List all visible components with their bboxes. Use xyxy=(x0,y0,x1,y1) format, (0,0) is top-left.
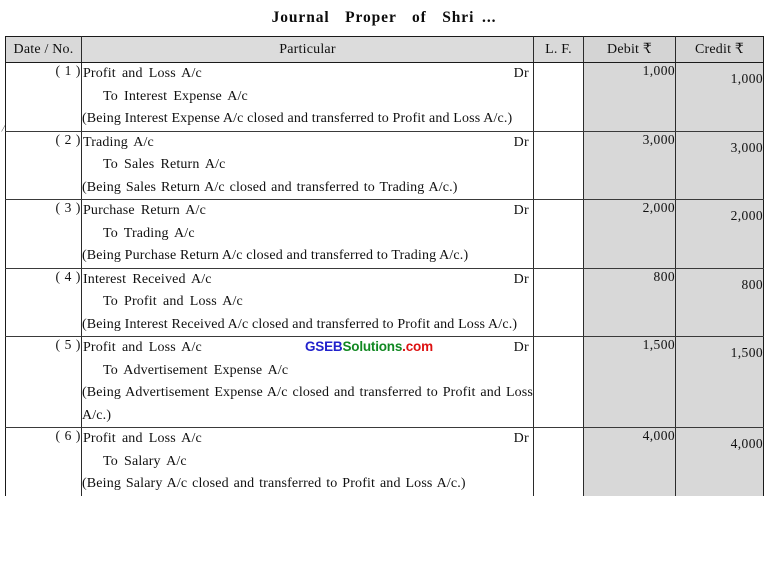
credit-amount: 3,000 xyxy=(730,139,763,155)
ledger-folio xyxy=(534,200,584,269)
narration-line: (Being Advertisement Expense A/c closed and transferred to Profit and Loss A/c.) xyxy=(82,385,533,423)
entry-particular xyxy=(82,268,534,337)
table-row xyxy=(6,337,764,428)
debit-account-name: Profit and Loss A/c xyxy=(83,66,202,81)
debit-account-line xyxy=(82,269,533,292)
credit-amount-cell xyxy=(676,63,764,132)
entry-number: ( 6 ) xyxy=(6,428,82,496)
entry-particular xyxy=(82,63,534,132)
column-header-credit: Credit ₹ xyxy=(676,37,764,63)
debit-account-name: Profit and Loss A/c xyxy=(83,340,202,355)
header-row xyxy=(6,37,764,63)
credit-account-line: To Profit and Loss A/c xyxy=(103,294,243,309)
debit-account-line xyxy=(82,200,533,223)
debit-amount: 1,000 xyxy=(584,63,676,132)
credit-account-line: To Interest Expense A/c xyxy=(103,88,248,104)
ledger-folio xyxy=(534,63,584,132)
debit-amount: 800 xyxy=(584,268,676,337)
journal-table-container xyxy=(2,36,763,496)
narration-line: (Being Purchase Return A/c closed and transferred to Trading A/c.) xyxy=(82,248,469,263)
ledger-folio xyxy=(534,337,584,428)
debit-account-name: Profit and Loss A/c xyxy=(83,431,202,446)
credit-amount-cell xyxy=(676,268,764,337)
column-header-debit: Debit ₹ xyxy=(584,37,676,63)
narration-line: (Being Interest Received A/c closed and transferred to Profit and Loss A/c.) xyxy=(82,316,518,332)
dr-marker: Dr xyxy=(513,340,529,355)
credit-amount-cell xyxy=(676,337,764,428)
dr-marker: Dr xyxy=(513,271,529,287)
table-row xyxy=(6,131,764,200)
dr-marker: Dr xyxy=(513,431,529,446)
debit-amount: 1,500 xyxy=(584,337,676,428)
watermark-part-2: Solutions xyxy=(342,339,403,354)
debit-amount: 4,000 xyxy=(584,428,676,496)
column-header-particular: Particular xyxy=(82,37,534,63)
narration-line: (Being Salary A/c closed and transferred to Profit and Loss A/c.) xyxy=(82,476,466,491)
credit-amount-cell xyxy=(676,200,764,269)
journal-proper-table xyxy=(2,36,764,496)
debit-account-line xyxy=(82,337,533,360)
credit-account-line: To Sales Return A/c xyxy=(103,157,226,172)
credit-amount-cell xyxy=(676,131,764,200)
narration-line: (Being Sales Return A/c closed and transferred to Trading A/c.) xyxy=(82,179,458,195)
debit-account-line xyxy=(82,63,533,86)
entry-number: ( 5 ) xyxy=(6,337,82,428)
table-row xyxy=(6,268,764,337)
dr-marker: Dr xyxy=(513,203,529,218)
credit-account-line: To Salary A/c xyxy=(103,453,187,469)
debit-account-name: Interest Received A/c xyxy=(83,271,212,287)
entry-number: ( 2 ) xyxy=(6,131,82,200)
debit-account-name: Purchase Return A/c xyxy=(83,203,206,218)
column-header-lf: L. F. xyxy=(534,37,584,63)
narration-line: (Being Interest Expense A/c closed and transferred to Profit and Loss A/c.) xyxy=(82,111,513,126)
entry-number: ( 3 ) xyxy=(6,200,82,269)
debit-account-name: Trading A/c xyxy=(83,134,154,150)
debit-account-line xyxy=(82,132,533,155)
dr-marker: Dr xyxy=(513,66,529,81)
credit-amount-cell xyxy=(676,428,764,496)
table-row xyxy=(6,428,764,496)
page-title: Journal Proper of Shri ... xyxy=(271,9,497,26)
ledger-folio xyxy=(534,428,584,496)
table-row xyxy=(6,200,764,269)
debit-amount: 3,000 xyxy=(584,131,676,200)
entry-particular xyxy=(82,200,534,269)
credit-account-line: To Advertisement Expense A/c xyxy=(103,362,289,378)
table-header xyxy=(6,37,764,63)
column-header-date: Date / No. xyxy=(6,37,82,63)
credit-amount: 4,000 xyxy=(730,436,763,451)
table-row xyxy=(6,63,764,132)
entry-number: ( 4 ) xyxy=(6,268,82,337)
credit-amount: 2,000 xyxy=(730,208,763,223)
scan-artifact-mark: ⁄ xyxy=(2,119,6,135)
debit-account-line xyxy=(82,428,533,451)
ledger-folio xyxy=(534,131,584,200)
dr-marker: Dr xyxy=(513,134,529,150)
entry-particular xyxy=(82,428,534,496)
credit-account-line: To Trading A/c xyxy=(103,225,195,241)
table-body xyxy=(6,63,764,496)
entry-number: ( 1 ) xyxy=(6,63,82,132)
watermark-part-1: GSEB xyxy=(305,339,343,354)
credit-amount: 1,000 xyxy=(730,71,763,86)
ledger-folio xyxy=(534,268,584,337)
document-title-bar xyxy=(0,0,768,36)
entry-particular xyxy=(82,337,534,428)
credit-amount: 1,500 xyxy=(730,345,763,360)
credit-amount: 800 xyxy=(741,276,763,292)
watermark-part-3: .com xyxy=(402,339,433,354)
entry-particular xyxy=(82,131,534,200)
debit-amount: 2,000 xyxy=(584,200,676,269)
